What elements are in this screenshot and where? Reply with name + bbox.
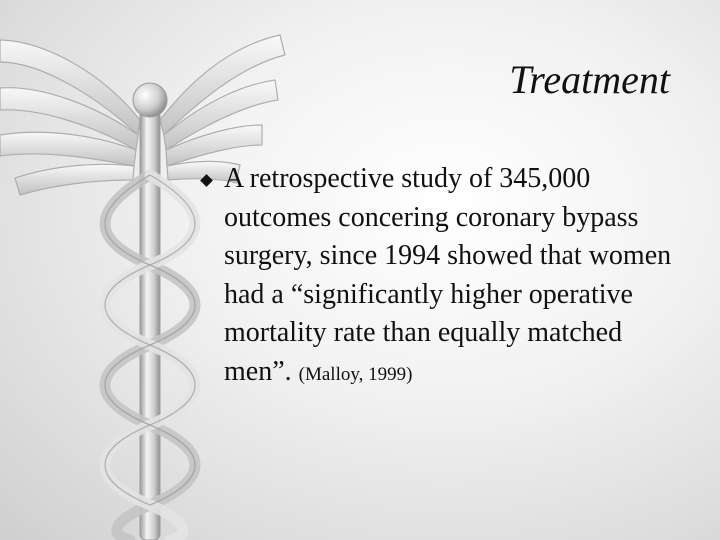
bullet-text: A retrospective study of 345,000 outcomes concering coronary bypass surgery, since 1994 showed that women had a “significantly higher operative mortality rate than equally matched men”. bbox=[224, 163, 672, 387]
bullet-list bbox=[200, 160, 690, 394]
citation: (Malloy, 1999) bbox=[298, 363, 413, 385]
slide-title: Treatment bbox=[509, 57, 670, 102]
diamond-bullet-icon bbox=[200, 174, 213, 187]
bullet-item bbox=[200, 160, 690, 394]
